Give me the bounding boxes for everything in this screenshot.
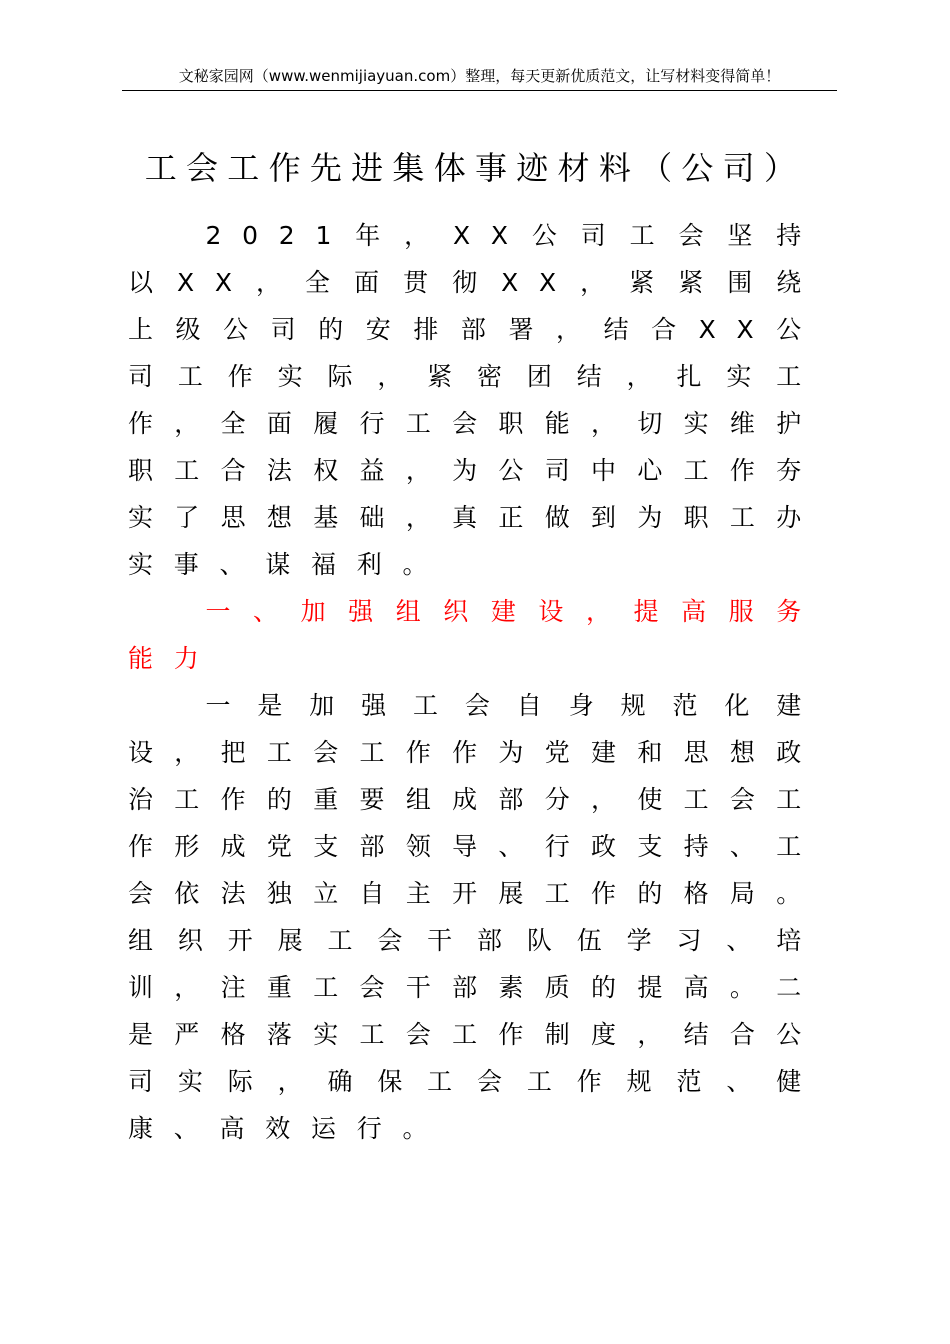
section-heading: 一、加强组织建设，提高服务能力 (128, 597, 822, 673)
body-paragraph: 一是加强工会自身规范化建设，把工会工作作为党建和思想政治工作的重要组成部分，使工会工作形成党支部领导、行政支持、工会依法独立自主开展工作的格局。组织开展工会干部队伍学习、培训，注重工会干部素质的提高。二是严格落实工会工作制度，结合公司实际，确保工会工作规范、健康、高效运行。 (128, 691, 822, 1143)
page-header (122, 64, 837, 91)
document-body (128, 144, 822, 1152)
document-title: 工会工作先进集体事迹材料（公司） (144, 149, 806, 187)
header-text: 文秘家园网（www.wenmijiayuan.com）整理，每天更新优质范文，让写材料变得简单！ (178, 67, 781, 85)
intro-paragraph: 2021年，XX公司工会坚持以XX，全面贯彻XX，紧紧围绕上级公司的安排部署，结合XX公司工作实际，紧密团结，扎实工作，全面履行工会职能，切实维护职工合法权益，为公司中心工作夯实了思想基础，真正做到为职工办实事、谋福利。 (128, 221, 822, 579)
